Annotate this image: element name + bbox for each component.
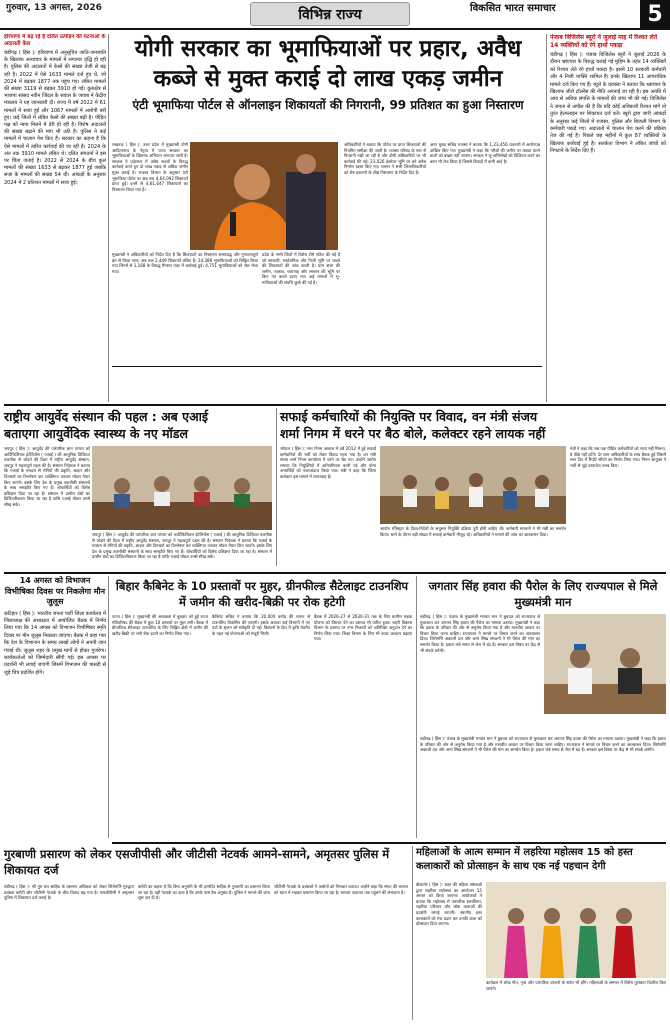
cabinet-headline: बिहार कैबिनेट के 10 प्रस्तावों पर मुहर, ग्रीनफील्ड सैटेलाइट टाउनशिप में जमीन की खरीद-बिक्री पर रोक हटेगी	[115, 579, 409, 609]
ayurved-headline-line1: राष्ट्रीय आयुर्वेद संस्थान की पहल : अब एआई	[4, 409, 208, 424]
ayurved-text-cont: जयपुर ( हिंस ): आयुर्वेद की पारंपरिक ज्ञान परंपरा को आर्टिफिशियल इंटेलिजेंस ( एआई ) की आधुनिक डिजिटल तकनीक से जोड़ने की दिशा में राष्ट्रीय आयुर्वेद संस्थान, जयपुर ने महत्वपूर्ण पहल की है। संस्थान निदेशक ने बताया कि एआई के माध्यम से रोगियों की प्रकृति, आहार और दिनचर्या का विश्लेषण कर व्यक्तिगत उपचार मॉडल तैयार किए जाएंगे। इसके लिए देश के प्रमुख तकनीकी संस्थानों के साथ समझौते किए गए हैं। शोधार्थियों को विशेष प्रशिक्षण दिया जा रहा है। संस्थान में प्राचीन ग्रंथों का डिजिटलीकरण किया जा रहा है ताकि एआई मॉडल उनसे सीख सकें।	[92, 532, 272, 560]
meeting-group-icon	[92, 446, 272, 530]
ayurved-headline	[4, 408, 274, 442]
cabinet-col-1	[112, 614, 208, 838]
ayurved-body-cont	[92, 532, 272, 566]
women-headline: महिलाओं के आत्म सम्मान में लहरिया महोत्सव 15 को हस्त कलाकारों को प्रोत्साहन के साथ एक नई पहचान देगी	[416, 847, 633, 872]
lead-col-2	[112, 252, 258, 362]
right-story-body: चंडीगढ़ ( हिंस ): पंजाब विजिलेंस ब्यूरो ने जुलाई 2026 के दौरान भ्रष्टाचार के विरुद्ध चलाई गई मुहिम के तहत 14 व्यक्तियों को रिश्वत लेते रंगे हाथों पकड़ा है। इसमें 10 सरकारी कर्मचारी और 4 निजी व्यक्ति शामिल हैं। इनके खिलाफ 11 आपराधिक मामले दर्ज किए गए हैं। ब्यूरो के प्रवक्ता ने बताया कि भ्रष्टाचार के खिलाफ जीरो टॉलरेंस की नीति अपनाई जा रही है। इस अवधि में आय से अधिक संपत्ति के मामलों की जांच भी की गई। विजिलेंस ने जनता से अपील की है कि यदि कोई अधिकारी रिश्वत मांगे तो तुरंत हेल्पलाइन पर शिकायत दर्ज करें। ब्यूरो द्वारा जारी आंकड़ों के अनुसार कई जिलों में राजस्व, पुलिस और बिजली विभाग के कर्मचारी पकड़े गए। अदालतों में चालान पेश करने की प्रक्रिया तेज की गई है। पिछले छह महीनों में कुल 87 व्यक्तियों के खिलाफ कार्रवाई हुई है। सतर्कता विभाग ने लंबित जांचों को निपटाने के निर्देश दिए हैं।	[550, 52, 666, 155]
official-meeting-icon	[544, 614, 666, 714]
lead-headline: योगी सरकार का भूमाफियाओं पर प्रहार, अवैध कब्जे से मुक्त कराई दो लाख एकड़ जमीन	[134, 36, 522, 92]
hawara-text: चंडीगढ़ ( हिंस ): पंजाब के मुख्यमंत्री भगवंत मान ने बुधवार को राज्यपाल से मुलाकात कर जगतार सिंह हवारा की पैरोल का मामला उठाया। मुख्यमंत्री ने कहा कि हवारा के परिवार की ओर से अनुरोध किया गया है और मानवीय आधार पर विचार किया जाना चाहिए। राज्यपाल ने मामले पर विचार करने का आश्वासन दिया। शिरोमणि अकाली दल और अन्य सिख संगठनों ने भी पैरोल की मांग का समर्थन किया है। हवारा लंबे समय से जेल में बंद हैं। सरकार इस विषय पर केंद्र से भी संपर्क करेगी।	[420, 614, 540, 653]
paper-name: विकसित भारत समाचार	[470, 3, 556, 14]
forest-headline-line2: शर्मा निगम में धरने पर बैठ बोले, कलेक्टर रहने लायक नहीं	[280, 426, 546, 441]
lead-text-3: प्रदेश के सभी जिलों में विशेष टीमें गठित की गई हैं जो सरकारी, सार्वजनिक और निजी भूमि पर कब्जे की शिकायतों की जांच करती हैं। ग्राम सभा की जमीन, तालाब, चारागाह और श्मशान की भूमि पर किए गए कब्जे हटाए गए। कई मामलों में भू-माफियाओं की संपत्ति कुर्क की गई है।	[262, 252, 340, 285]
cabinet-text-1: पटना ( हिंस ): मुख्यमंत्री की अध्यक्षता में बुधवार को हुई राज्य मंत्रिपरिषद की बैठक में कुल 10 प्रस्तावों पर मुहर लगी। बैठक में ग्रीनफील्ड सैटेलाइट टाउनशिप के लिए चिह्नित क्षेत्रों में जमीन की खरीद-बिक्री पर लगी रोक हटाने का निर्णय लिया गया।	[112, 614, 208, 636]
gurbani-text-3: जीटीसी नेटवर्क के प्रबंधकों ने आरोपों को निराधार बताया। उन्होंने कहा कि संगत की भावना को ध्यान में रखकर प्रसारण किया जा रहा है। मामला अदालत तक पहुंचने की संभावना है।	[274, 884, 408, 895]
women-col-2	[486, 980, 666, 1020]
hawara-meeting-photo	[544, 614, 666, 714]
tribute-story	[4, 576, 106, 838]
women-text-1: बीकानेर ( हिंस ): शहर की महिला संस्थाओं द्वारा लहरिया महोत्सव का आयोजन 15 अगस्त को किया जाएगा। आयोजकों ने बताया कि महोत्सव में पारंपरिक हस्तशिल्प, लहरिया परिधान और लोक कलाओं की प्रदर्शनी लगाई जाएगी। स्थानीय हस्त कलाकारों को मंच प्रदान कर उनकी कला को प्रोत्साहन दिया जाएगा।	[416, 882, 482, 927]
lead-text-5: अपर मुख्य सचिव राजस्व ने बताया कि 1,23,456 प्रकरणों में आरोपपत्र दाखिल किए गए। मुख्यमंत्री ने कहा कि गरीबों की जमीन पर कब्जा करने वालों को बख्शा नहीं जाएगा। सरकार ने भू-अभिलेखों को डिजिटल करने का काम भी तेज किया है जिससे विवादों में कमी आई है।	[430, 142, 540, 164]
left-story	[4, 34, 106, 402]
cm-photo	[190, 142, 338, 250]
section-title: विभिन्न राज्य	[250, 2, 410, 26]
women-group-icon	[486, 882, 666, 978]
tribute-body: कटिहार ( हिंस ): भारतीय जनता पार्टी जिला कार्यालय में जिलाध्यक्ष की अध्यक्षता में आयोजित बैठक में निर्णय लिया गया कि 14 अगस्त को विभाजन विभीषिका स्मृति दिवस पर मौन जुलूस निकाला जाएगा। बैठक में कहा गया कि देश के विभाजन के समय लाखों लोगों ने अपनी जान गंवाई थी। जुलूस शहर के प्रमुख मार्गों से होकर गुजरेगा। कार्यकर्ताओं को जिम्मेदारी सौंपी गई। इस अवसर पर प्रदर्शनी भी लगाई जाएगी जिसमें विभाजन की त्रासदी से जुड़े चित्र प्रदर्शित होंगे।	[4, 610, 106, 676]
women-col-1	[416, 882, 482, 1020]
hawara-col-2	[420, 736, 666, 838]
gurbani-headline: गुरबाणी प्रसारण को लेकर एसजीपीसी और जीटीसी नेटवर्क आमने-सामने, अमृतसर पुलिस में शिकायत दर्ज	[4, 847, 390, 877]
ayurved-text: जयपुर ( हिंस ): आयुर्वेद की पारंपरिक ज्ञान परंपरा को आर्टिफिशियल इंटेलिजेंस ( एआई ) की आधुनिक डिजिटल तकनीक से जोड़ने की दिशा में राष्ट्रीय आयुर्वेद संस्थान, जयपुर ने महत्वपूर्ण पहल की है। संस्थान निदेशक ने बताया कि एआई के माध्यम से रोगियों की प्रकृति, आहार और दिनचर्या का विश्लेषण कर व्यक्तिगत उपचार मॉडल तैयार किए जाएंगे। इसके लिए देश के प्रमुख तकनीकी संस्थानों के साथ समझौते किए गए हैं। शोधार्थियों को विशेष प्रशिक्षण दिया जा रहा है। संस्थान में प्राचीन ग्रंथों का डिजिटलीकरण किया जा रहा है ताकि एआई मॉडल उनसे सीख सकें।	[4, 446, 90, 507]
gurbani-col-3	[274, 884, 408, 1020]
ayurved-headline-line2: बताएगा आयुर्वेदिक स्वास्थ्य के नए मॉडल	[4, 426, 188, 441]
forest-headline	[280, 408, 666, 442]
lead-text-1: लखनऊ ( हिंस ): उत्तर प्रदेश में मुख्यमंत्री योगी आदित्यनाथ के नेतृत्व में राज्य सरकार का भूमाफियाओं के खिलाफ अभियान लगातार जारी है। सरकार ने प्रदेशभर में अवैध कब्जों के विरुद्ध कार्रवाई करते हुए दो लाख एकड़ से अधिक जमीन मुक्त कराई है। राजस्व विभाग के अनुसार एंटी भूमाफिया पोर्टल पर अब तक 4,64,092 शिकायतें प्राप्त हुईं। इनमें से 4,61,647 शिकायतों का निस्तारण किया गया है।	[112, 142, 188, 192]
issue-date: गुरुवार, 13 अगस्त, 2026	[6, 3, 102, 13]
gurbani-text-1: चंडीगढ़ ( हिंस ): श्री गुरु ग्रंथ साहिब के प्रसारण अधिकार को लेकर शिरोमणि गुरुद्वारा प्रबंधक कमेटी और जीटीसी नेटवर्क के बीच विवाद बढ़ गया है। एसजीपीसी ने अमृतसर पुलिस में शिकायत दर्ज कराई है।	[4, 884, 134, 901]
forest-col-2	[380, 526, 566, 566]
cabinet-col-2	[212, 614, 310, 838]
lead-col-3	[262, 252, 340, 362]
left-story-headline: हरियाणा में बढ़ रहे हैं दलित उत्पीड़न की घटनाओं के अदालती केस	[4, 34, 106, 47]
right-story-headline: पंजाब विजिलेंस ब्यूरो ने जुलाई माह में रिश्वत लेते 14 व्यक्तियों को रंगे हाथों पकड़ा	[550, 34, 658, 49]
lead-text-4: अधिकारियों ने बताया कि पोर्टल पर प्राप्त शिकायतों की नियमित समीक्षा की जाती है। राजस्व परिषद के स्तर से निगरानी रखी जा रही है और दोषी अधिकारियों पर भी कार्रवाई की गई। 23,026 हेक्टेयर भूमि पर बने अवैध निर्माण ध्वस्त किए गए। शासन ने सभी जिलाधिकारियों को शेष प्रकरणों के शीघ्र निस्तारण के निर्देश दिए हैं।	[344, 142, 426, 175]
lead-col-5	[430, 142, 540, 362]
hawara-headline: जगतार सिंह हवारा की पैरोल के लिए राज्यपाल से मिले मुख्यमंत्री मान	[428, 579, 658, 609]
tribute-headline: 14 अगस्त को विभाजन विभीषिका दिवस पर निकलेगा मौन जुलूस	[4, 576, 106, 606]
gurbani-col-2	[138, 884, 270, 1020]
lead-col-4	[344, 142, 426, 362]
forest-col-3	[570, 446, 666, 566]
masthead	[0, 0, 670, 30]
right-story	[550, 34, 666, 402]
ayurved-body	[4, 446, 90, 566]
gurbani-text-2: कमेटी का कहना है कि बिना अनुमति के श्री हरमंदिर साहिब से गुरबाणी का प्रसारण किया जा रहा है। वहीं नेटवर्क का दावा है कि उनके पास वैध अनुबंध है। पुलिस ने मामले की जांच शुरू कर दी है।	[138, 884, 270, 901]
forest-headline-line1: सफाई कर्मचारियों की नियुक्ति पर विवाद, वन मंत्री संजय	[280, 409, 538, 424]
cabinet-text-2: कैबिनेट सचिव ने बताया कि 20,000 करोड़ की लागत से टाउनशिप विकसित की जाएगी। इसके अलावा कई विभागों में नए पदों के सृजन को स्वीकृति दी गई। किसानों के हित में कृषि रोडमैप के तहत नई योजनाओं को मंजूरी मिली।	[212, 614, 310, 636]
speaker-figure-icon	[190, 142, 338, 250]
hawara-text-cont: चंडीगढ़ ( हिंस ): पंजाब के मुख्यमंत्री भगवंत मान ने बुधवार को राज्यपाल से मुलाकात कर जगतार सिंह हवारा की पैरोल का मामला उठाया। मुख्यमंत्री ने कहा कि हवारा के परिवार की ओर से अनुरोध किया गया है और मानवीय आधार पर विचार किया जाना चाहिए। राज्यपाल ने मामले पर विचार करने का आश्वासन दिया। शिरोमणि अकाली दल और अन्य सिख संगठनों ने भी पैरोल की मांग का समर्थन किया है। हवारा लंबे समय से जेल में बंद हैं। सरकार इस विषय पर केंद्र से भी संपर्क करेगी।	[420, 736, 666, 753]
hawara-col-1	[420, 614, 540, 734]
protest-crowd-icon	[380, 446, 566, 524]
ayurved-meeting-photo	[92, 446, 272, 530]
forest-col-1	[280, 446, 376, 566]
women-text-2: कार्यक्रम में लोक गीत, नृत्य और पारंपरिक व्यंजनों के स्टॉल भी होंगे। महिलाओं के सम्मान में विशेष पुरस्कार वितरित किए जाएंगे।	[486, 980, 666, 991]
festival-photo	[486, 882, 666, 978]
forest-text-3: मंत्री ने कहा कि जब तक पीड़ित कर्मचारियों को न्याय नहीं मिलता, वे पीछे नहीं हटेंगे। देर शाम अधिकारियों के साथ बैठक हुई जिसमें सात दिन में रिपोर्ट सौंपने का निर्णय लिया गया। निगम आयुक्त ने भर्ती से जुड़े दस्तावेज तलब किए।	[570, 446, 666, 468]
forest-text-1: भोपाल ( हिंस ): नगर निगम आवास में वर्ष 2012 में हुई सफाई कर्मचारियों की भर्ती को लेकर विवाद गहरा गया है। वन मंत्री संजय शर्मा निगम कार्यालय में धरने पर बैठ गए। उन्होंने आरोप लगाया कि नियुक्तियों में अनियमितता बरती गई और योग्य अभ्यर्थियों को नजरअंदाज किया गया। मंत्री ने कहा कि जिला कलेक्टर इस मामले में लापरवाह हैं।	[280, 446, 376, 479]
gurbani-col-1	[4, 884, 134, 1020]
protest-photo	[380, 446, 566, 524]
cabinet-col-3	[314, 614, 412, 838]
page-number: 5	[640, 0, 670, 30]
lead-subhead: एंटी भूमाफिया पोर्टल से ऑनलाइन शिकायतों की निगरानी, 99 प्रतिशत का हुआ निस्तारण	[132, 98, 524, 112]
lead-text-2: मुख्यमंत्री ने अधिकारियों को निर्देश दिए हैं कि शिकायतों का निस्तारण समयबद्ध और गुणवत्तापूर्ण ढंग से किया जाए। अब तक 2,449 शिकायतें लंबित हैं। 24,386 भूमाफियाओं को चिह्नित किया गया जिनमें से 1,168 के विरुद्ध गैंगस्टर एक्ट में कार्रवाई हुई। 4,751 भूमाफियाओं को जेल भेजा गया।	[112, 252, 258, 274]
forest-text-2: आयोग रजिस्ट्रार के दिशा-निर्देशों के अनुसार नियुक्ति प्रक्रिया पूरी होनी चाहिए थी। कर्मचारी संगठनों ने भी मंत्री का समर्थन किया। धरने के दौरान बड़ी संख्या में सफाई कर्मचारी मौजूद रहे। अधिकारियों ने मामले की जांच का आश्वासन दिया।	[380, 526, 566, 537]
cabinet-text-3: बैठक में 2026-27 से 2030-31 तक के लिए ग्रामीण सड़क योजना को विस्तार देने का प्रस्ताव भी पारित हुआ। शहरी विकास विभाग के प्रस्ताव पर नगर निकायों को अतिरिक्त अनुदान देने का निर्णय लिया गया। शिक्षा विभाग के लिए भी बजट आवंटन बढ़ाया गया।	[314, 614, 412, 642]
lead-col-1	[112, 142, 188, 250]
left-story-body: चंडीगढ़ ( हिंस ): हरियाणा में अनुसूचित जाति-जनजाति के खिलाफ अत्याचार के मामलों में लगातार वृद्धि हो रही है। पुलिस की अदालतों में केसों की संख्या तेजी से बढ़ रही है। 2022 में ऐसे 1633 मामले दर्ज हुए थे, जो 2024 में बढ़कर 1877 तक पहुंच गए। लंबित मामलों की संख्या 3119 से बढ़कर 3910 हो गई। कुरुक्षेत्र से भाजपा सांसद नवीन जिंदल के सवाल के जवाब में केंद्रीय मंत्रालय ने यह जानकारी दी। राज्य में वर्ष 2022 में 61 मामलों में सजा हुई और 1067 मामलों में आरोपी बरी हुए। कई जिलों में लंबित केसों की संख्या बढ़ी है। पीड़ित पक्ष को न्याय मिलने में देरी हो रही है। विशेष अदालतों की संख्या बढ़ाने की मांग भी उठी है। पुलिस ने कई मामलों में चालान पेश किए हैं। सरकार का कहना है कि ऐसे मामलों में त्वरित कार्रवाई की जा रही है। 2024 के अंत तक 3910 मामले लंबित थे। दलित संगठनों ने इस पर चिंता जताई है। 2022 से 2024 के बीच कुल मामलों की संख्या 1633 से बढ़कर 1877 हुई जबकि सजा के मामलों की संख्या 54 थी। आंकड़ों के अनुसार 2024 में 2 प्रतिशत मामलों में सजा हुई।	[4, 50, 106, 186]
